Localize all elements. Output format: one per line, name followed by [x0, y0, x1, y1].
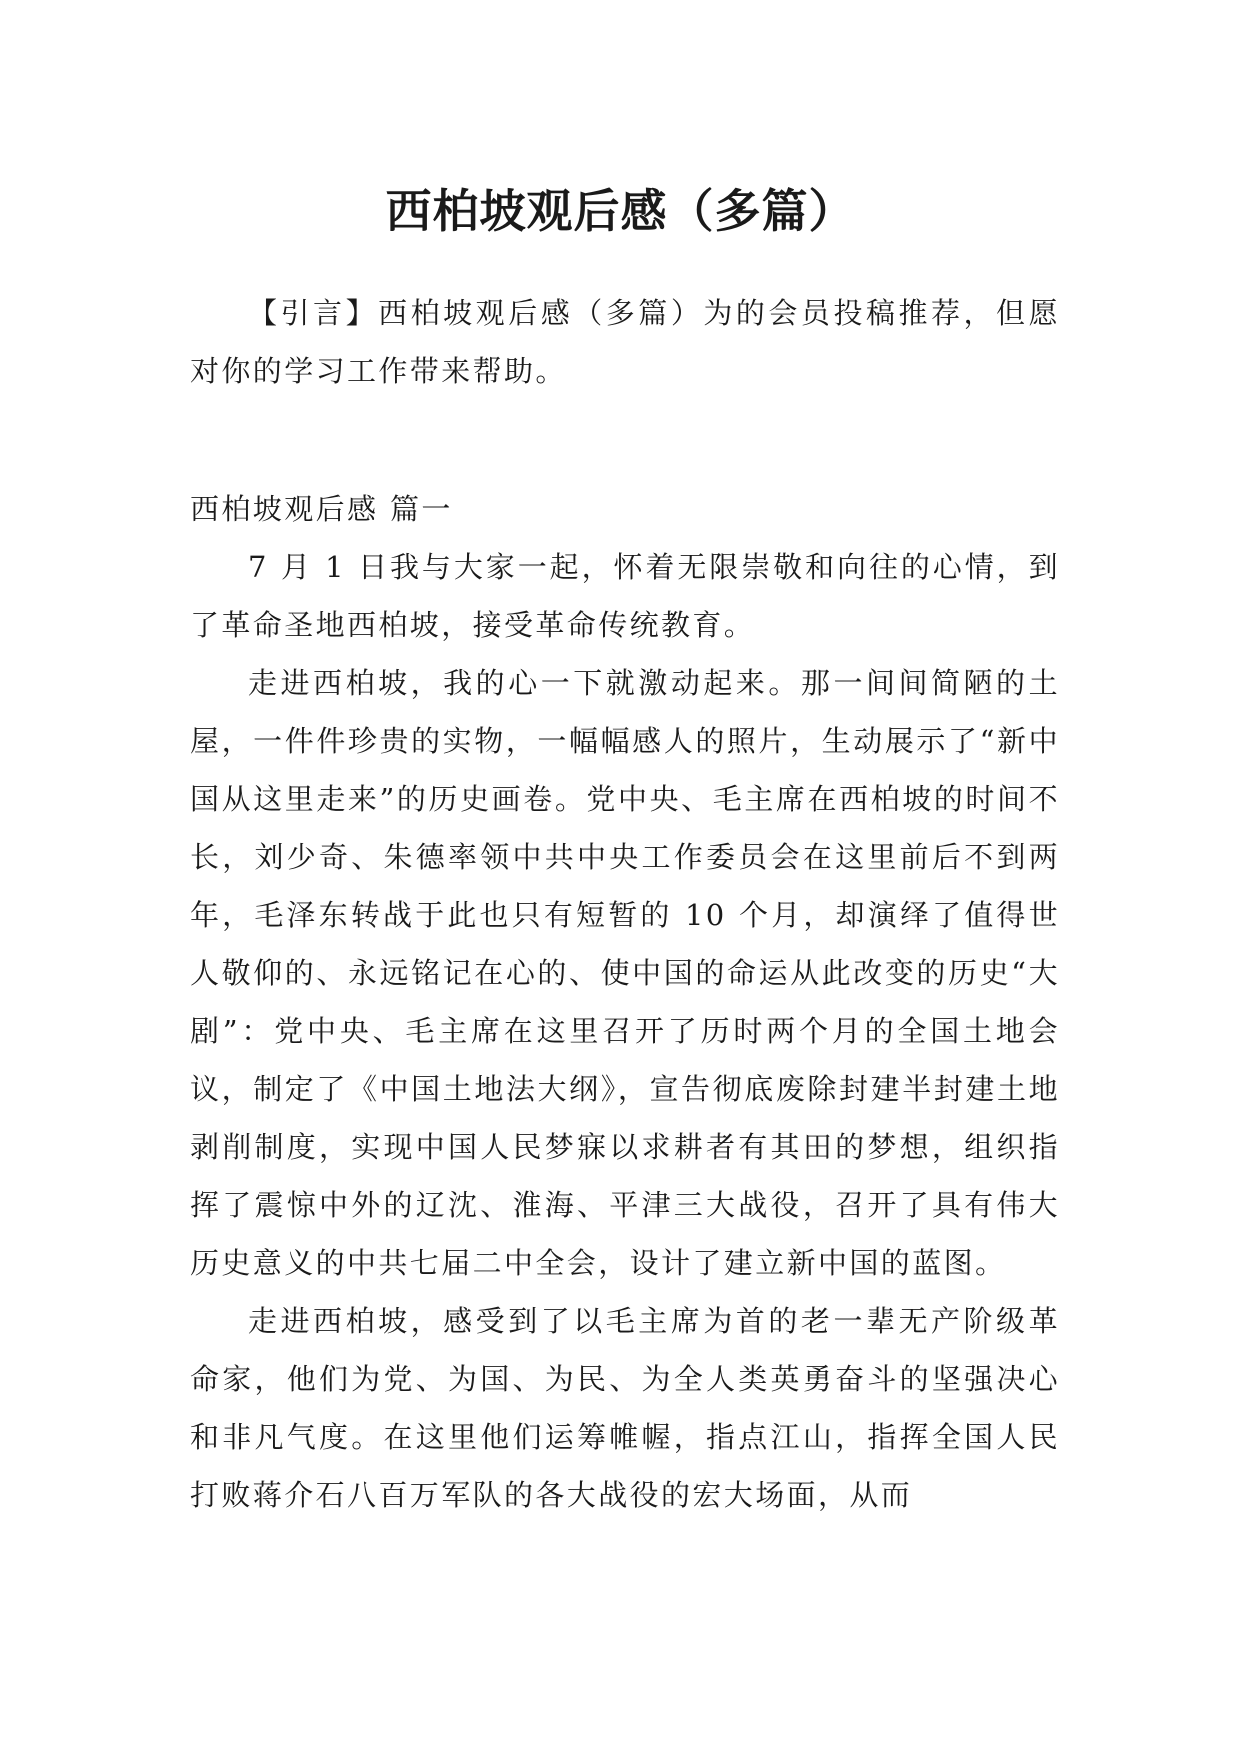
body-paragraph-2: 走进西柏坡，我的心一下就激动起来。那一间间简陋的土屋，一件件珍贵的实物，一幅幅感人的照片，生动展示了“新中国从这里走来”的历史画卷。党中央、毛主席在西柏坡的时间不长，刘少奇、朱德率领中共中央工作委员会在这里前后不到两年，毛泽东转战于此也只有短暂的 10 个月，却演绎了值得世人敬仰的、永远铭记在心的、使中国的命运从此改变的历史“大剧”：党中央、毛主席在这里召开了历时两个月的全国土地会议，制定了《中国土地法大纲》，宣告彻底废除封建半封建土地剥削制度，实现中国人民梦寐以求耕者有其田的梦想，组织指挥了震惊中外的辽沈、淮海、平津三大战役，召开了具有伟大历史意义的中共七届二中全会，设计了建立新中国的蓝图。	[190, 666, 1060, 1280]
intro-paragraph: 【引言】西柏坡观后感（多篇）为的会员投稿推荐，但愿对你的学习工作带来帮助。	[190, 296, 1060, 388]
document-title: 西柏坡观后感（多篇）	[385, 183, 856, 238]
section-heading: 西柏坡观后感 篇一	[190, 492, 453, 526]
document-body	[190, 284, 1060, 1524]
body-paragraph-1: 7 月 1 日我与大家一起，怀着无限崇敬和向往的心情，到了革命圣地西柏坡，接受革命传统教育。	[190, 550, 1060, 642]
body-paragraph-3: 走进西柏坡，感受到了以毛主席为首的老一辈无产阶级革命家，他们为党、为国、为民、为全人类英勇奋斗的坚强决心和非凡气度。在这里他们运筹帷幄，指点江山，指挥全国人民打败蒋介石八百万军队的各大战役的宏大场面，从而	[190, 1304, 1060, 1512]
